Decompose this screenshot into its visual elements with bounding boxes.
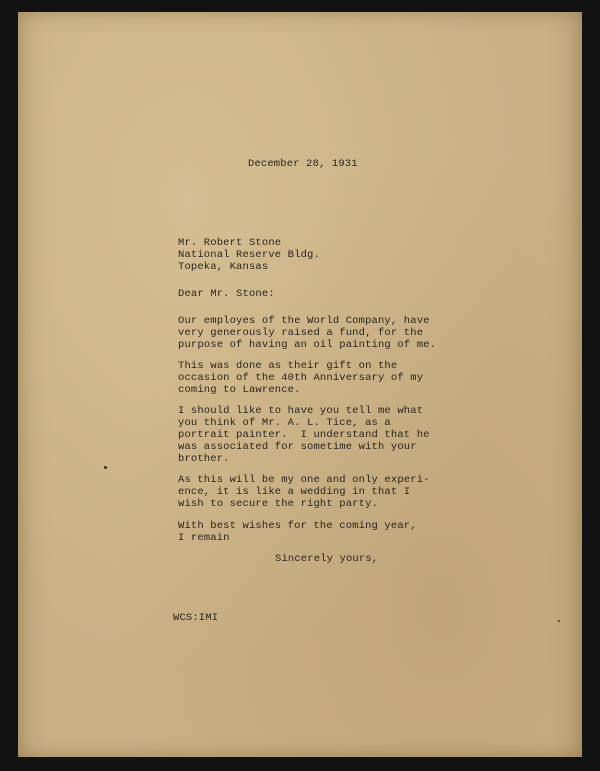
body-line: you think of Mr. A. L. Tice, as a <box>178 417 391 429</box>
body-line: very generously raised a fund, for the <box>178 327 424 339</box>
address-line: Mr. Robert Stone <box>178 237 282 249</box>
body-line: was associated for sometime with your <box>178 441 417 453</box>
body-line: portrait painter. I understand that he <box>178 429 430 441</box>
closing: Sincerely yours, <box>275 553 379 565</box>
body-line: This was done as their gift on the <box>178 360 398 372</box>
letter-paper <box>18 12 582 757</box>
body-line: ence, it is like a wedding in that I <box>178 486 411 498</box>
body-line: I should like to have you tell me what <box>178 405 424 417</box>
typist-initials: WCS:IMI <box>173 612 219 624</box>
paper-speck <box>104 466 107 469</box>
body-line: brother. <box>178 453 230 465</box>
body-line: Our employes of the World Company, have <box>178 315 430 327</box>
body-line: As this will be my one and only experi- <box>178 474 430 486</box>
body-line: wish to secure the right party. <box>178 498 378 510</box>
address-line: Topeka, Kansas <box>178 261 269 273</box>
salutation: Dear Mr. Stone: <box>178 288 275 300</box>
body-line: I remain <box>178 532 230 544</box>
body-line: With best wishes for the coming year, <box>178 520 417 532</box>
address-line: National Reserve Bldg. <box>178 249 320 261</box>
body-line: occasion of the 40th Anniversary of my <box>178 372 424 384</box>
letter-date: December 28, 1931 <box>248 158 358 170</box>
body-line: purpose of having an oil painting of me. <box>178 339 437 351</box>
paper-speck <box>558 620 560 622</box>
body-line: coming to Lawrence. <box>178 384 301 396</box>
